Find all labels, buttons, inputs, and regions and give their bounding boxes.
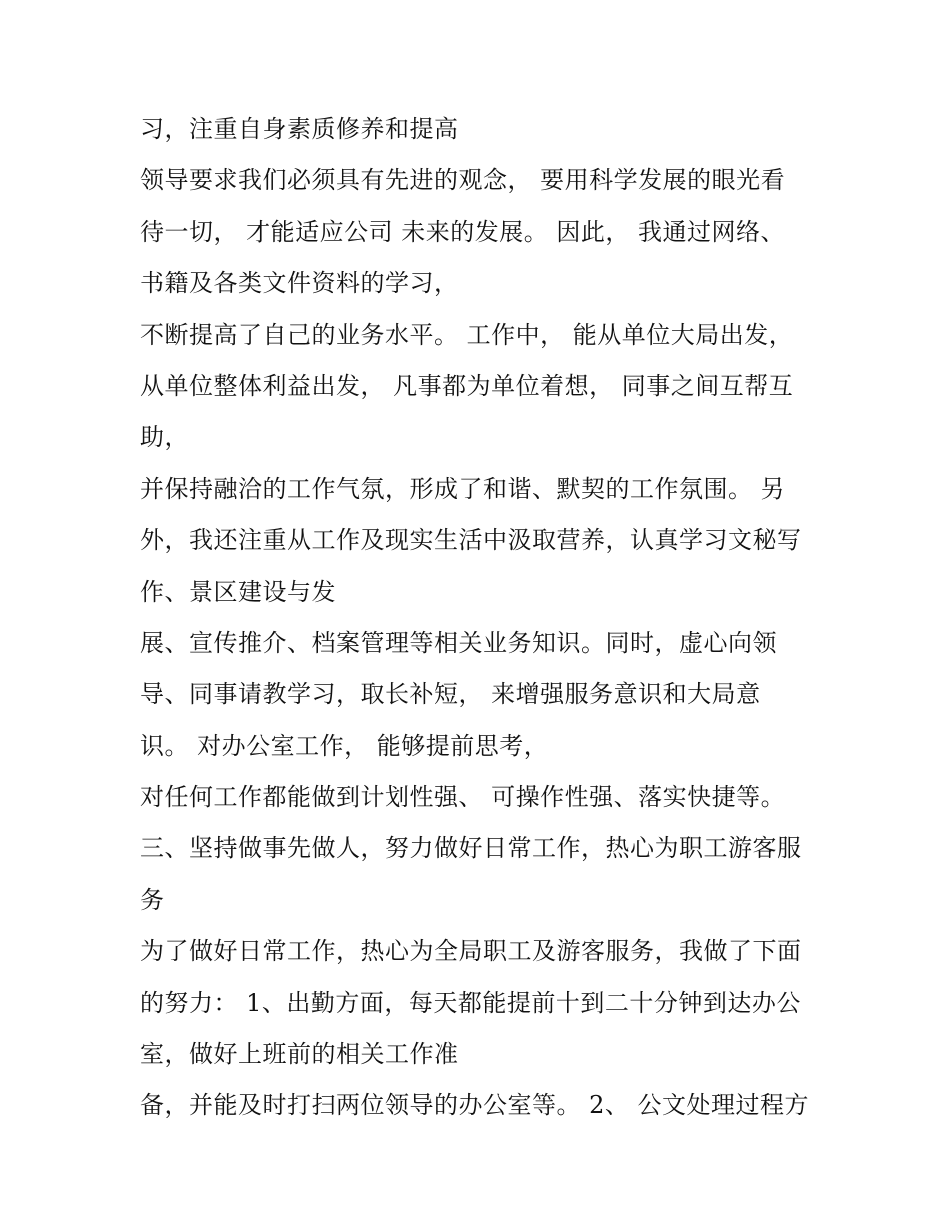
text-line: 助， (140, 423, 189, 452)
text-line: 导、同事请教学习，取长补短， 来增强服务意识和大局意 (140, 680, 761, 709)
text-line: 领导要求我们必须具有先进的观念， 要用科学发展的眼光看 (140, 166, 786, 195)
text-line: 为了做好日常工作，热心为全局职工及游客服务，我做了下面 (140, 937, 802, 966)
text-line: 的努力： 1、出勤方面，每天都能提前十到二十分钟到达办公 (140, 988, 801, 1017)
text-line: 室，做好上班前的相关工作准 (140, 1040, 459, 1069)
text-line: 从单位整体利益出发， 凡事都为单位着想， 同事之间互帮互 (140, 371, 794, 400)
text-line: 备，并能及时打扫两位领导的办公室等。 2、 公文处理过程方 (140, 1091, 810, 1120)
text-line: 展、宣传推介、档案管理等相关业务知识。同时，虚心向领 (140, 628, 777, 657)
text-line: 习，注重自身素质修养和提高 (140, 115, 459, 143)
section-heading: 三、坚持做事先做人，努力做好日常工作，热心为职工游客服 (140, 834, 802, 863)
text-line: 作、景区建设与发 (140, 577, 336, 606)
text-line: 外，我还注重从工作及现实生活中汲取营养，认真学习文秘写 (140, 526, 802, 555)
text-line: 书籍及各类文件资料的学习， (140, 269, 459, 298)
text-line: 并保持融洽的工作气氛，形成了和谐、默契的工作氛围。 另 (140, 474, 786, 503)
body-text (140, 104, 830, 1132)
text-line: 待一切， 才能适应公司 未来的发展。 因此， 我通过网络、 (140, 217, 786, 246)
text-line: 对任何工作都能做到计划性强、 可操作性强、落实快捷等。 (140, 783, 786, 812)
text-line: 识。 对办公室工作， 能够提前思考， (140, 731, 549, 760)
text-line: 不断提高了自己的业务水平。 工作中， 能从单位大局出发， (140, 320, 794, 349)
section-heading: 务 (140, 885, 165, 914)
